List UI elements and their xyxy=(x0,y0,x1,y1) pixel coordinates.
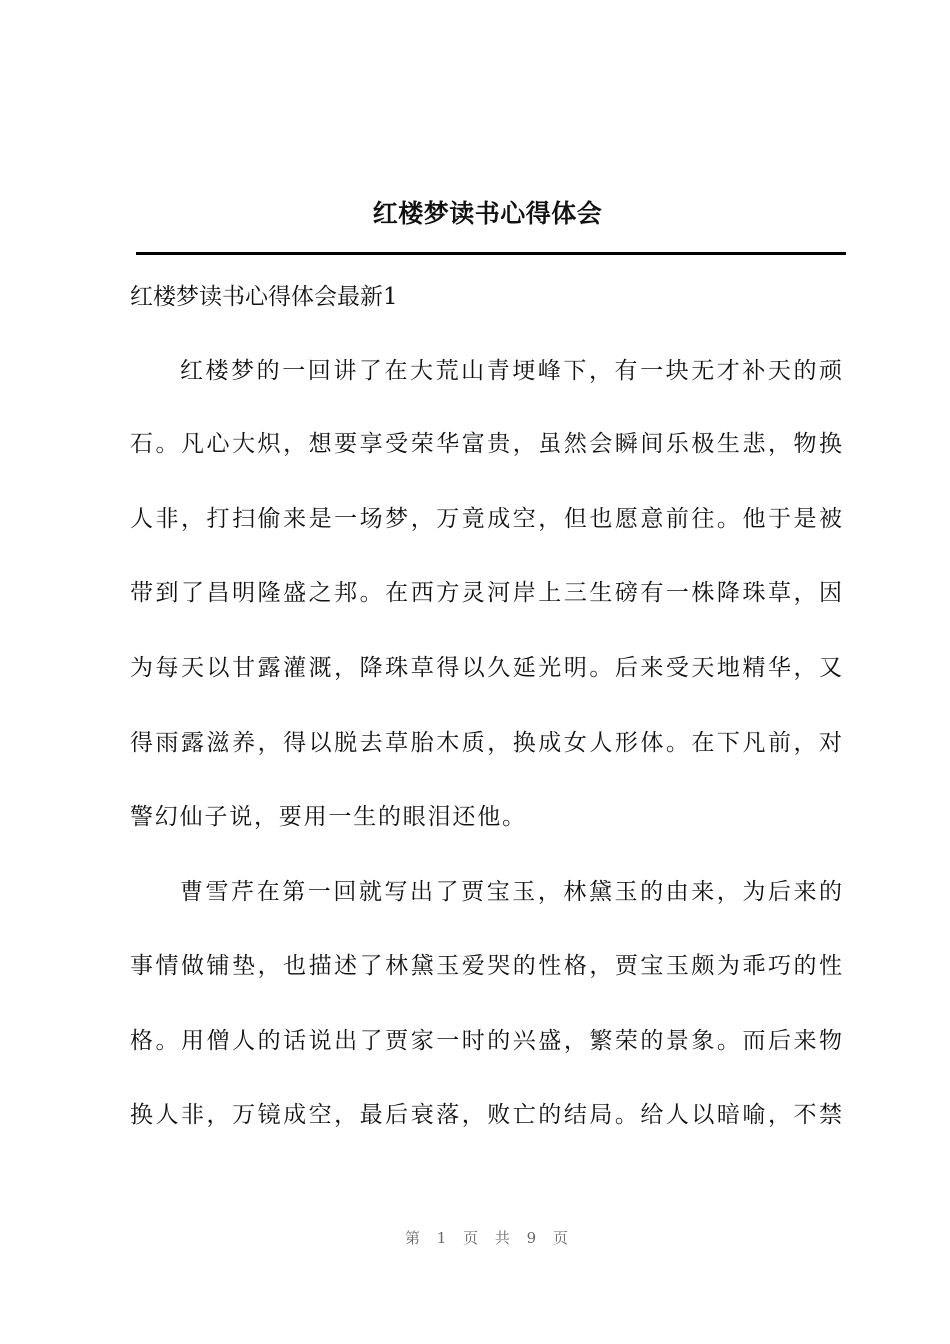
document-title: 红楼梦读书心得体会 xyxy=(372,199,603,228)
paragraph-1-line-3: 人非，打扫偷来是一场梦，万竟成空，但也愿意前往。他于是被 xyxy=(130,506,842,532)
paragraph-2-line-4: 换人非，万镜成空，最后衰落，败亡的结局。给人以暗喻，不禁 xyxy=(130,1102,842,1128)
paragraph-1-line-5: 为每天以甘露灌溉，降珠草得以久延光明。后来受天地精华，又 xyxy=(130,655,842,681)
section-heading: 红楼梦读书心得体会最新1 xyxy=(130,284,398,310)
paragraph-2-line-1: 曹雪芹在第一回就写出了贾宝玉，林黛玉的由来，为后来的 xyxy=(180,879,842,905)
paragraph-2-line-2: 事情做铺垫，也描述了林黛玉爱哭的性格，贾宝玉颇为乖巧的性 xyxy=(130,953,842,979)
paragraph-2-line-3: 格。用僧人的话说出了贾家一时的兴盛，繁荣的景象。而后来物 xyxy=(130,1028,842,1054)
paragraph-1-line-6: 得雨露滋养，得以脱去草胎木质，换成女人形体。在下凡前，对 xyxy=(130,730,842,756)
paragraph-1-line-7: 警幻仙子说，要用一生的眼泪还他。 xyxy=(130,804,527,830)
paragraph-1-line-1: 红楼梦的一回讲了在大荒山青埂峰下，有一块无才补天的顽 xyxy=(180,358,842,384)
paragraph-1-line-2: 石。凡心大炽，想要享受荣华富贵，虽然会瞬间乐极生悲，物换 xyxy=(130,431,842,457)
page-number-footer: 第 1 页 共 9 页 xyxy=(405,1229,570,1247)
title-underline-rule xyxy=(136,252,846,255)
paragraph-1-line-4: 带到了昌明隆盛之邦。在西方灵河岸上三生磅有一株降珠草，因 xyxy=(130,580,842,606)
